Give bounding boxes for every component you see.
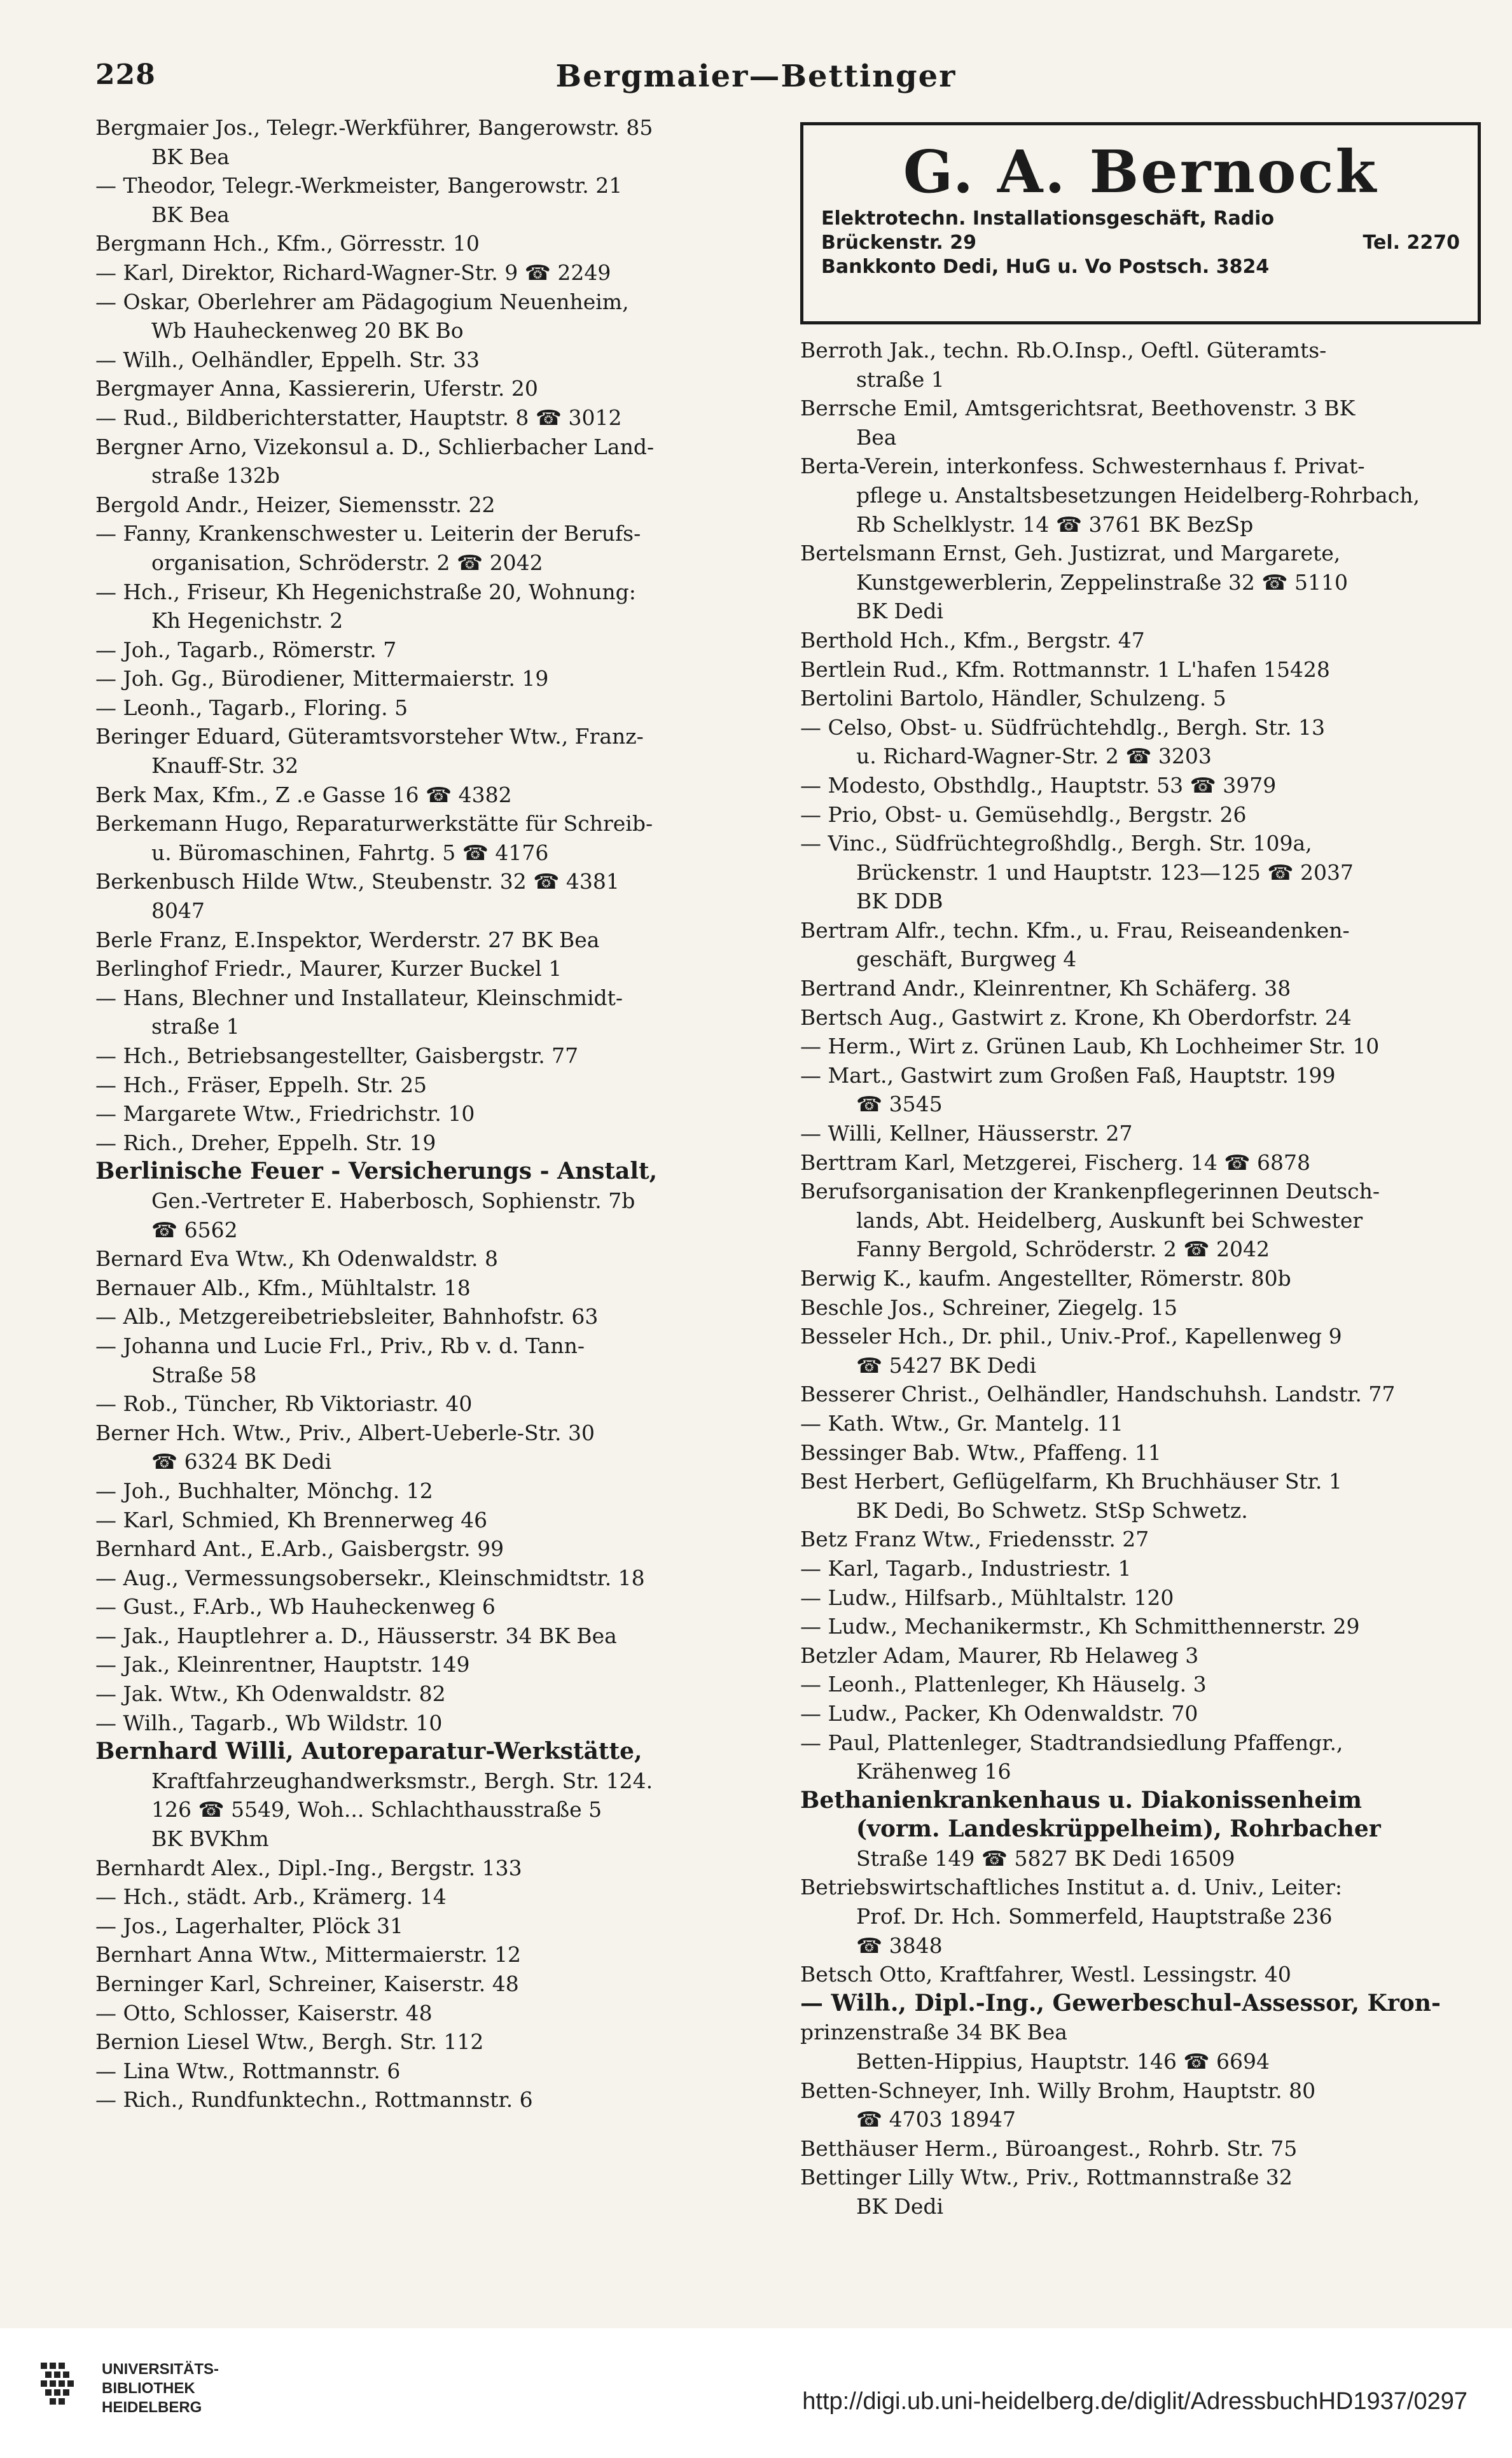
library-name-line-1: UNIVERSITÄTS- [102, 2361, 219, 2378]
ad-business: Elektrotechn. Installationsgeschäft, Radio [821, 207, 1275, 230]
directory-entry-line: organisation, Schröderstr. 2 ☎ 2042 [151, 550, 543, 575]
directory-entry-line: Berner Hch. Wtw., Priv., Albert-Ueberle-Str. 30 [95, 1420, 595, 1445]
directory-entry-line: — Hch., Friseur, Kh Hegenichstraße 20, Wohnung: [95, 579, 636, 604]
directory-entry-line: — Jak. Wtw., Kh Odenwaldstr. 82 [95, 1681, 446, 1707]
library-logo-icon [38, 2360, 90, 2412]
directory-entry-line: — Rich., Rundfunktechn., Rottmannstr. 6 [95, 2087, 533, 2113]
directory-entry-line: Knauff-Str. 32 [151, 753, 299, 779]
directory-entry-line: ☎ 5427 BK Dedi [856, 1352, 1037, 1378]
directory-entry-line: Bertlein Rud., Kfm. Rottmannstr. 1 L'hafen 15428 [800, 656, 1330, 682]
footer-bar [0, 2328, 1512, 2458]
directory-entry-line: — Kath. Wtw., Gr. Mantelg. 11 [800, 1410, 1123, 1436]
ad-line-1 [821, 207, 1460, 231]
directory-entry-line: BK DDB [856, 889, 943, 914]
directory-entry-line: 8047 [151, 898, 205, 924]
directory-entry-line: — Wilh., Oelhändler, Eppelh. Str. 33 [95, 347, 480, 372]
directory-entry-line: Straße 149 ☎ 5827 BK Dedi 16509 [856, 1845, 1235, 1871]
ad-line-3 [821, 255, 1460, 279]
directory-entry-line: — Willi, Kellner, Häusserstr. 27 [800, 1121, 1133, 1146]
directory-entry-line: — Prio, Obst- u. Gemüsehdlg., Bergstr. 26 [800, 802, 1247, 827]
directory-entry-line: Berroth Jak., techn. Rb.O.Insp., Oeftl. Güteramts- [800, 338, 1327, 363]
directory-entry-line: Bernhardt Alex., Dipl.-Ing., Bergstr. 133 [95, 1855, 522, 1880]
directory-entry-line: — Karl, Schmied, Kh Brennerweg 46 [95, 1507, 488, 1532]
ad-tel: Tel. 2270 [1363, 232, 1460, 254]
directory-entry-line: Berttram Karl, Metzgerei, Fischerg. 14 ☎ 6878 [800, 1149, 1310, 1175]
directory-entry-line: Bernhard Ant., E.Arb., Gaisbergstr. 99 [95, 1536, 504, 1562]
directory-entry-line: Beschle Jos., Schreiner, Ziegelg. 15 [800, 1295, 1177, 1320]
directory-entry-line: lands, Abt. Heidelberg, Auskunft bei Schwester [856, 1207, 1363, 1233]
right-column [800, 336, 1481, 2221]
directory-entry-line: Berthold Hch., Kfm., Bergstr. 47 [800, 627, 1145, 653]
directory-entry-line: — Alb., Metzgereibetriebsleiter, Bahnhofstr. 63 [95, 1304, 599, 1330]
directory-entry-line: Betthäuser Herm., Büroangest., Rohrb. Str. 75 [800, 2135, 1298, 2161]
directory-entry-line: — Gust., F.Arb., Wb Hauheckenweg 6 [95, 1594, 496, 1620]
directory-entry-line: — Rud., Bildberichterstatter, Hauptstr. 8 ☎ 3012 [95, 405, 622, 430]
directory-entry-line: — Modesto, Obsthdlg., Hauptstr. 53 ☎ 3979 [800, 772, 1277, 798]
directory-entry-line: — Wilh., Dipl.-Ing., Gewerbeschul-Assessor, Kron- [800, 1989, 1441, 2017]
directory-entry-line: Brückenstr. 1 und Hauptstr. 123—125 ☎ 2037 [856, 859, 1354, 885]
directory-entry-line: Bergmaier Jos., Telegr.-Werkführer, Bangerowstr. 85 [95, 115, 653, 140]
directory-entry-line: Bergmann Hch., Kfm., Görresstr. 10 [95, 231, 480, 256]
directory-entry-line: — Jak., Hauptlehrer a. D., Häusserstr. 34 BK Bea [95, 1623, 617, 1648]
directory-entry-line: Besseler Hch., Dr. phil., Univ.-Prof., Kapellenweg 9 [800, 1324, 1342, 1349]
directory-entry-line: Betzler Adam, Maurer, Rb Helaweg 3 [800, 1642, 1199, 1668]
directory-entry-line: — Hans, Blechner und Installateur, Kleinschmidt- [95, 985, 623, 1010]
directory-entry-line: Berlinische Feuer - Versicherungs - Anstalt, [95, 1158, 658, 1185]
directory-entry-line: Betsch Otto, Kraftfahrer, Westl. Lessingstr. 40 [800, 1962, 1291, 1987]
directory-entry-line: Besserer Christ., Oelhändler, Handschuhsh. Landstr. 77 [800, 1382, 1396, 1407]
directory-entry-line: Kraftfahrzeughandwerksmstr., Bergh. Str. 124. [151, 1768, 653, 1793]
directory-entry-line: Bessinger Bab. Wtw., Pfaffeng. 11 [800, 1440, 1162, 1465]
page-number: 228 [95, 59, 156, 91]
directory-entry-line: Betten-Schneyer, Inh. Willy Brohm, Hauptstr. 80 [800, 2078, 1316, 2103]
directory-entry-line: Bertolini Bartolo, Händler, Schulzeng. 5 [800, 686, 1226, 711]
directory-entry-line: — Jos., Lagerhalter, Plöck 31 [95, 1913, 403, 1938]
directory-entry-line: geschäft, Burgweg 4 [856, 947, 1077, 972]
directory-entry-line: u. Büromaschinen, Fahrtg. 5 ☎ 4176 [151, 840, 549, 865]
directory-entry-line: Rb Schelklystr. 14 ☎ 3761 BK BezSp [856, 511, 1254, 537]
directory-entry-line: Krähenweg 16 [856, 1759, 1011, 1784]
ad-title: G. A. Bernock [903, 137, 1378, 206]
directory-entry-line: Bertsch Aug., Gastwirt z. Krone, Kh Oberdorfstr. 24 [800, 1004, 1352, 1030]
directory-entry-line: Berninger Karl, Schreiner, Kaiserstr. 48 [95, 1971, 519, 1996]
directory-entry-line: Betriebswirtschaftliches Institut a. d. Univ., Leiter: [800, 1875, 1342, 1900]
directory-entry-line: — Hch., städt. Arb., Krämerg. 14 [95, 1884, 447, 1910]
directory-entry-line: — Joh., Tagarb., Römerstr. 7 [95, 637, 397, 662]
library-name-line-2: BIBLIOTHEK [102, 2380, 195, 2397]
directory-entry-line: Fanny Bergold, Schröderstr. 2 ☎ 2042 [856, 1237, 1270, 1262]
directory-entry-line: — Oskar, Oberlehrer am Pädagogium Neuenheim, [95, 289, 629, 314]
directory-entry-line: — Jak., Kleinrentner, Hauptstr. 149 [95, 1652, 470, 1677]
directory-entry-line: — Hch., Betriebsangestellter, Gaisbergstr. 77 [95, 1043, 579, 1068]
directory-entry-line: straße 1 [151, 1014, 240, 1039]
directory-entry-line: Bettinger Lilly Wtw., Priv., Rottmannstraße 32 [800, 2165, 1293, 2190]
directory-entry-line: straße 1 [856, 366, 945, 392]
directory-entry-line: straße 132b [151, 463, 280, 489]
running-head: Bergmaier—Bettinger [555, 59, 957, 94]
directory-entry-line: Berufsorganisation der Krankenpflegerinnen Deutsch- [800, 1179, 1380, 1204]
directory-entry-line: Berwig K., kaufm. Angestellter, Römerstr. 80b [800, 1266, 1291, 1291]
directory-entry-line: — Hch., Fräser, Eppelh. Str. 25 [95, 1072, 427, 1097]
directory-entry-line: — Otto, Schlosser, Kaiserstr. 48 [95, 2000, 433, 2025]
directory-entry-line: — Karl, Direktor, Richard-Wagner-Str. 9 ☎ 2249 [95, 260, 611, 285]
ad-line-2 [821, 231, 1460, 255]
library-name-line-3: HEIDELBERG [102, 2399, 202, 2416]
directory-entry-line: — Ludw., Hilfsarb., Mühltalstr. 120 [800, 1585, 1174, 1610]
directory-entry-line: — Lina Wtw., Rottmannstr. 6 [95, 2058, 401, 2083]
directory-entry-line: BK Dedi [856, 2194, 944, 2219]
directory-entry-line: Berkemann Hugo, Reparaturwerkstätte für Schreib- [95, 811, 653, 837]
directory-entry-line: ☎ 6324 BK Dedi [151, 1449, 332, 1475]
directory-entry-line: — Joh. Gg., Bürodiener, Mittermaierstr. 19 [95, 666, 549, 691]
directory-entry-line: Berkenbusch Hilde Wtw., Steubenstr. 32 ☎ 4381 [95, 869, 620, 894]
library-name [102, 2360, 219, 2417]
directory-entry-line: — Ludw., Packer, Kh Odenwaldstr. 70 [800, 1700, 1198, 1726]
directory-entry-line: — Vinc., Südfrüchtegroßhdlg., Bergh. Str. 109a, [800, 831, 1312, 856]
directory-entry-line: Berlinghof Friedr., Maurer, Kurzer Buckel 1 [95, 956, 562, 982]
directory-entry-line: Best Herbert, Geflügelfarm, Kh Bruchhäuser Str. 1 [800, 1469, 1342, 1494]
directory-entry-line: Bernhard Willi, Autoreparatur-Werkstätte, [95, 1738, 642, 1765]
directory-entry-line: BK Dedi, Bo Schwetz. StSp Schwetz. [856, 1497, 1248, 1523]
directory-entry-line: — Wilh., Tagarb., Wb Wildstr. 10 [95, 1710, 443, 1735]
directory-entry-line: Bethanienkrankenhaus u. Diakonissenheim [800, 1786, 1363, 1814]
directory-entry-line: BK Bea [151, 202, 230, 227]
directory-entry-line: — Theodor, Telegr.-Werkmeister, Bangerowstr. 21 [95, 173, 623, 198]
directory-entry-line: BK Bea [151, 144, 230, 169]
directory-entry-line: — Herm., Wirt z. Grünen Laub, Kh Lochheimer Str. 10 [800, 1034, 1380, 1059]
directory-entry-line: Bertelsmann Ernst, Geh. Justizrat, und Margarete, [800, 541, 1341, 566]
directory-entry-line: Kh Hegenichstr. 2 [151, 608, 343, 634]
directory-entry-line: — Ludw., Mechanikermstr., Kh Schmitthennerstr. 29 [800, 1614, 1360, 1639]
directory-entry-line: pflege u. Anstaltsbesetzungen Heidelberg-Rohrbach, [856, 482, 1420, 508]
directory-entry-line: Gen.-Vertreter E. Haberbosch, Sophienstr. 7b [151, 1188, 635, 1213]
directory-entry-line: (vorm. Landeskrüppelheim), Rohrbacher [856, 1816, 1381, 1843]
directory-entry-line: Bertram Alfr., techn. Kfm., u. Frau, Reiseandenken- [800, 917, 1350, 943]
directory-entry-line: Kunstgewerblerin, Zeppelinstraße 32 ☎ 5110 [856, 569, 1348, 595]
directory-entry-line: Bergold Andr., Heizer, Siemensstr. 22 [95, 492, 496, 517]
directory-entry-line: BK BVKhm [151, 1826, 269, 1852]
directory-entry-line: Bertrand Andr., Kleinrentner, Kh Schäferg. 38 [800, 976, 1291, 1001]
directory-entry-line: 126 ☎ 5549, Woh... Schlachthausstraße 5 [151, 1797, 602, 1823]
ad-bank: Bankkonto Dedi, HuG u. Vo Postsch. 3824 [821, 256, 1270, 278]
directory-entry-line: Berle Franz, E.Inspektor, Werderstr. 27 BK Bea [95, 927, 600, 952]
source-url[interactable]: http://digi.ub.uni-heidelberg.de/diglit/AdressbuchHD1937/0297 [802, 2388, 1467, 2415]
directory-entry-line: Beringer Eduard, Güteramtsvorsteher Wtw., Franz- [95, 724, 644, 749]
directory-entry-line: prinzenstraße 34 BK Bea [800, 2020, 1067, 2045]
directory-entry-line: — Paul, Plattenleger, Stadtrandsiedlung Pfaffengr., [800, 1730, 1343, 1755]
directory-entry-line: — Celso, Obst- u. Südfrüchtehdlg., Bergh. Str. 13 [800, 714, 1326, 740]
directory-entry-line: Betz Franz Wtw., Friedensstr. 27 [800, 1527, 1149, 1552]
directory-entry-line: Berrsche Emil, Amtsgerichtsrat, Beethovenstr. 3 BK [800, 396, 1356, 421]
left-column [95, 113, 782, 2114]
ad-street: Brückenstr. 29 [821, 232, 976, 254]
directory-entry-line: Bergner Arno, Vizekonsul a. D., Schlierbacher Land- [95, 434, 655, 459]
directory-entry-line: — Johanna und Lucie Frl., Priv., Rb v. d. Tann- [95, 1333, 585, 1358]
directory-entry-line: — Leonh., Plattenleger, Kh Häuselg. 3 [800, 1672, 1207, 1697]
directory-entry-line: ☎ 3848 [856, 1933, 943, 1958]
directory-entry-line: — Rob., Tüncher, Rb Viktoriastr. 40 [95, 1391, 473, 1417]
directory-entry-line: Bernauer Alb., Kfm., Mühltalstr. 18 [95, 1275, 471, 1300]
directory-entry-line: Bernard Eva Wtw., Kh Odenwaldstr. 8 [95, 1246, 499, 1272]
directory-entry-line: u. Richard-Wagner-Str. 2 ☎ 3203 [856, 744, 1212, 769]
directory-entry-line: ☎ 6562 [151, 1217, 238, 1242]
directory-entry-line: Wb Hauheckenweg 20 BK Bo [151, 318, 464, 344]
directory-entry-line: Bernhart Anna Wtw., Mittermaierstr. 12 [95, 1942, 522, 1968]
directory-entry-line: — Joh., Buchhalter, Mönchg. 12 [95, 1478, 433, 1503]
directory-entry-line: Betten-Hippius, Hauptstr. 146 ☎ 6694 [856, 2049, 1270, 2074]
directory-entry-line: — Leonh., Tagarb., Floring. 5 [95, 695, 408, 720]
directory-entry-line: — Mart., Gastwirt zum Großen Faß, Hauptstr. 199 [800, 1062, 1336, 1088]
directory-entry-line: Bernion Liesel Wtw., Bergh. Str. 112 [95, 2029, 484, 2055]
directory-entry-line: ☎ 3545 [856, 1092, 943, 1117]
directory-entry-line: Berta-Verein, interkonfess. Schwesternhaus f. Privat- [800, 454, 1365, 479]
directory-entry-line: — Aug., Vermessungsobersekr., Kleinschmidtstr. 18 [95, 1565, 645, 1590]
directory-entry-line: Prof. Dr. Hch. Sommerfeld, Hauptstraße 236 [856, 1904, 1333, 1929]
directory-entry-line: — Rich., Dreher, Eppelh. Str. 19 [95, 1130, 436, 1155]
directory-entry-line: ☎ 4703 18947 [856, 2107, 1016, 2132]
directory-entry-line: — Karl, Tagarb., Industriestr. 1 [800, 1555, 1132, 1581]
directory-entry-line: Straße 58 [151, 1362, 257, 1387]
directory-entry-line: — Fanny, Krankenschwester u. Leiterin der Berufs- [95, 521, 641, 546]
directory-entry-line: Berk Max, Kfm., Z .e Gasse 16 ☎ 4382 [95, 782, 512, 807]
directory-entry-line: Bea [856, 424, 897, 450]
directory-entry-line: BK Dedi [856, 599, 944, 624]
advertisement-box [800, 122, 1481, 324]
directory-entry-line: — Margarete Wtw., Friedrichstr. 10 [95, 1101, 475, 1127]
directory-entry-line: Bergmayer Anna, Kassiererin, Uferstr. 20 [95, 376, 538, 401]
